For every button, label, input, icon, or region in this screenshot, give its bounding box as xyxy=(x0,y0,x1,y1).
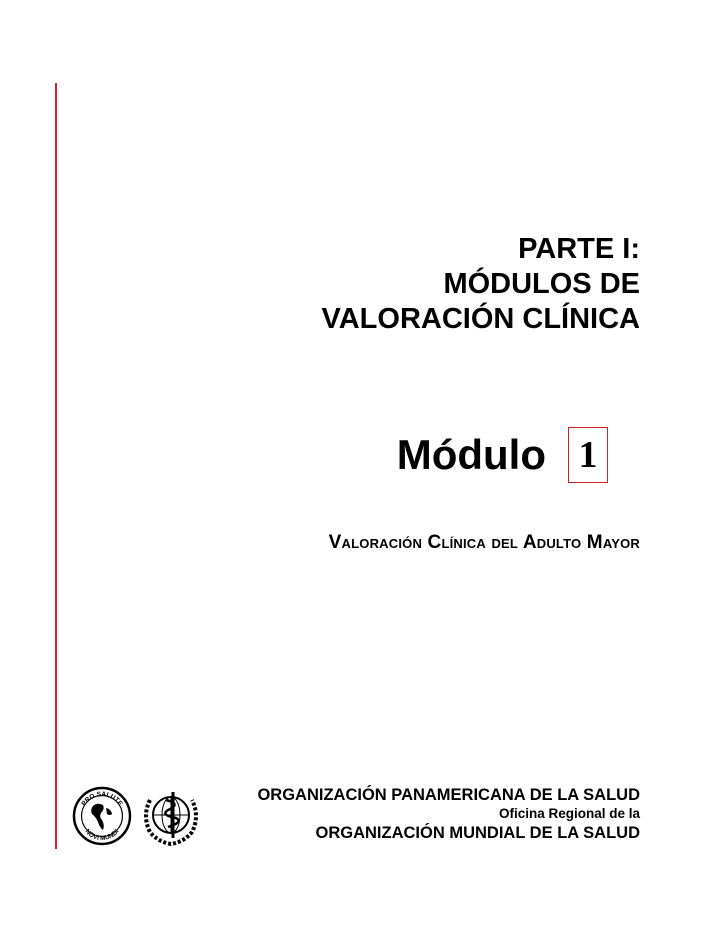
paho-seal-logo xyxy=(72,786,132,846)
module-label: Módulo xyxy=(396,431,546,478)
organization-name: ORGANIZACIÓN PANAMERICANA DE LA SALUD xyxy=(257,786,640,804)
part-heading-line-1: PARTE I: xyxy=(518,233,640,265)
module-heading xyxy=(397,426,608,484)
part-heading-line-2: MÓDULOS DE xyxy=(443,268,640,300)
organization-office: Oficina Regional de la xyxy=(498,806,640,821)
paho-seal-text-top: PRO SALUTE xyxy=(80,790,124,808)
module-subtitle: Valoración Clínica del Adulto Mayor xyxy=(328,532,640,553)
left-red-rule xyxy=(55,83,57,849)
who-emblem-logo xyxy=(138,786,204,848)
part-heading xyxy=(140,232,640,337)
module-number-box: 1 xyxy=(568,427,608,483)
logo-group xyxy=(72,786,204,848)
organization-parent: ORGANIZACIÓN MUNDIAL DE LA SALUD xyxy=(315,824,640,842)
organization-block xyxy=(257,785,640,844)
paho-seal-text-bottom: NOVI MUNDI xyxy=(83,828,121,843)
part-heading-line-3: VALORACIÓN CLÍNICA xyxy=(321,303,640,335)
